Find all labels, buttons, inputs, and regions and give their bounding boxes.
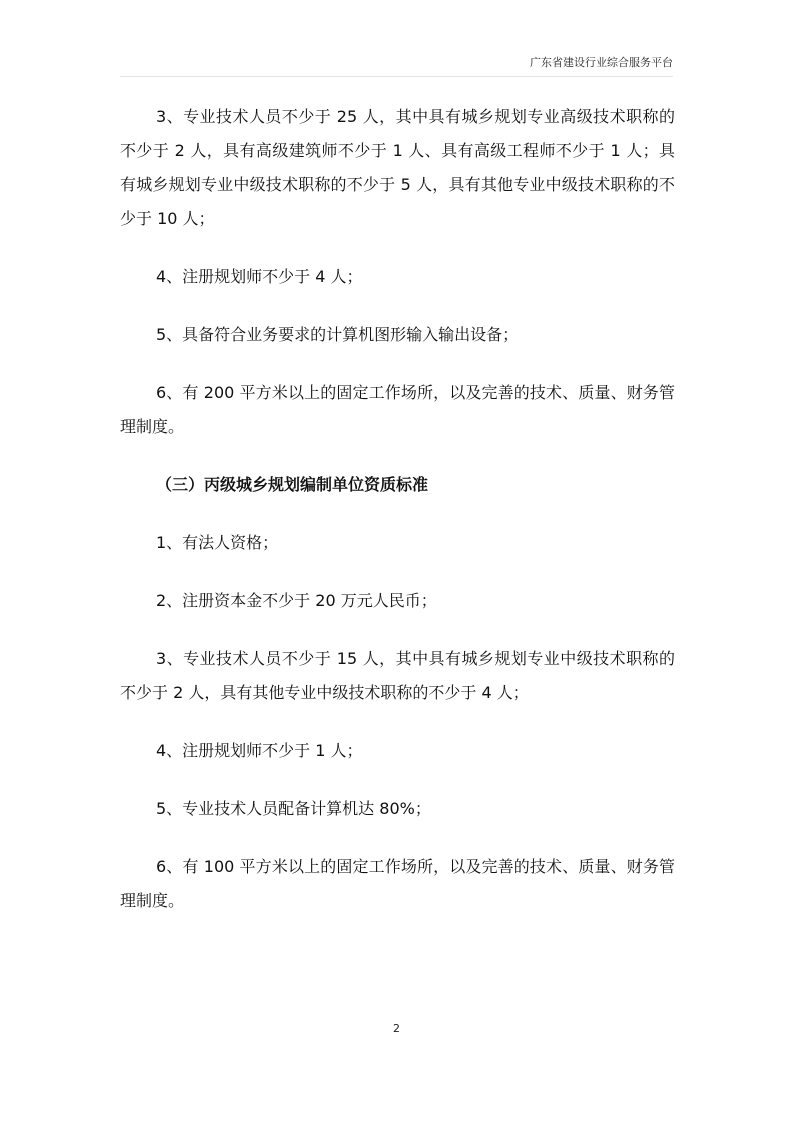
requirement-workplace: 6、有 200 平方米以上的固定工作场所，以及完善的技术、质量、财务管理制度。	[120, 383, 675, 436]
requirement-computer-ratio: 5、专业技术人员配备计算机达 80%；	[156, 799, 431, 818]
header-divider	[120, 76, 673, 77]
requirement-technical-staff: 3、专业技术人员不少于 15 人，其中具有城乡规划专业中级技术职称的不少于 2 人，具有其他专业中级技术职称的不少于 4 人；	[120, 649, 675, 702]
requirement-workplace-size: 6、有 100 平方米以上的固定工作场所，以及完善的技术、质量、财务管理制度。	[120, 857, 675, 910]
requirement-legal-entity: 1、有法人资格；	[156, 533, 279, 552]
requirement-staff-count: 3、专业技术人员不少于 25 人，其中具有城乡规划专业高级技术职称的不少于 2 人，具有高级建筑师不少于 1 人、具有高级工程师不少于 1 人；具有城乡规划专业中级技术职称的不少于 5 人，具有其他专业中级技术职称的不少于 10 人；	[120, 107, 675, 228]
page-number: 2	[393, 1022, 400, 1035]
document-body	[120, 100, 675, 942]
section-heading-grade-c: （三）丙级城乡规划编制单位资质标准	[156, 475, 429, 494]
page-header: 广东省建设行业综合服务平台	[530, 56, 673, 69]
requirement-registered-capital: 2、注册资本金不少于 20 万元人民币；	[156, 591, 437, 610]
requirement-equipment: 5、具备符合业务要求的计算机图形输入输出设备；	[156, 325, 519, 344]
requirement-registered-planner-count: 4、注册规划师不少于 1 人；	[156, 741, 363, 760]
requirement-registered-planners: 4、注册规划师不少于 4 人；	[156, 267, 363, 286]
